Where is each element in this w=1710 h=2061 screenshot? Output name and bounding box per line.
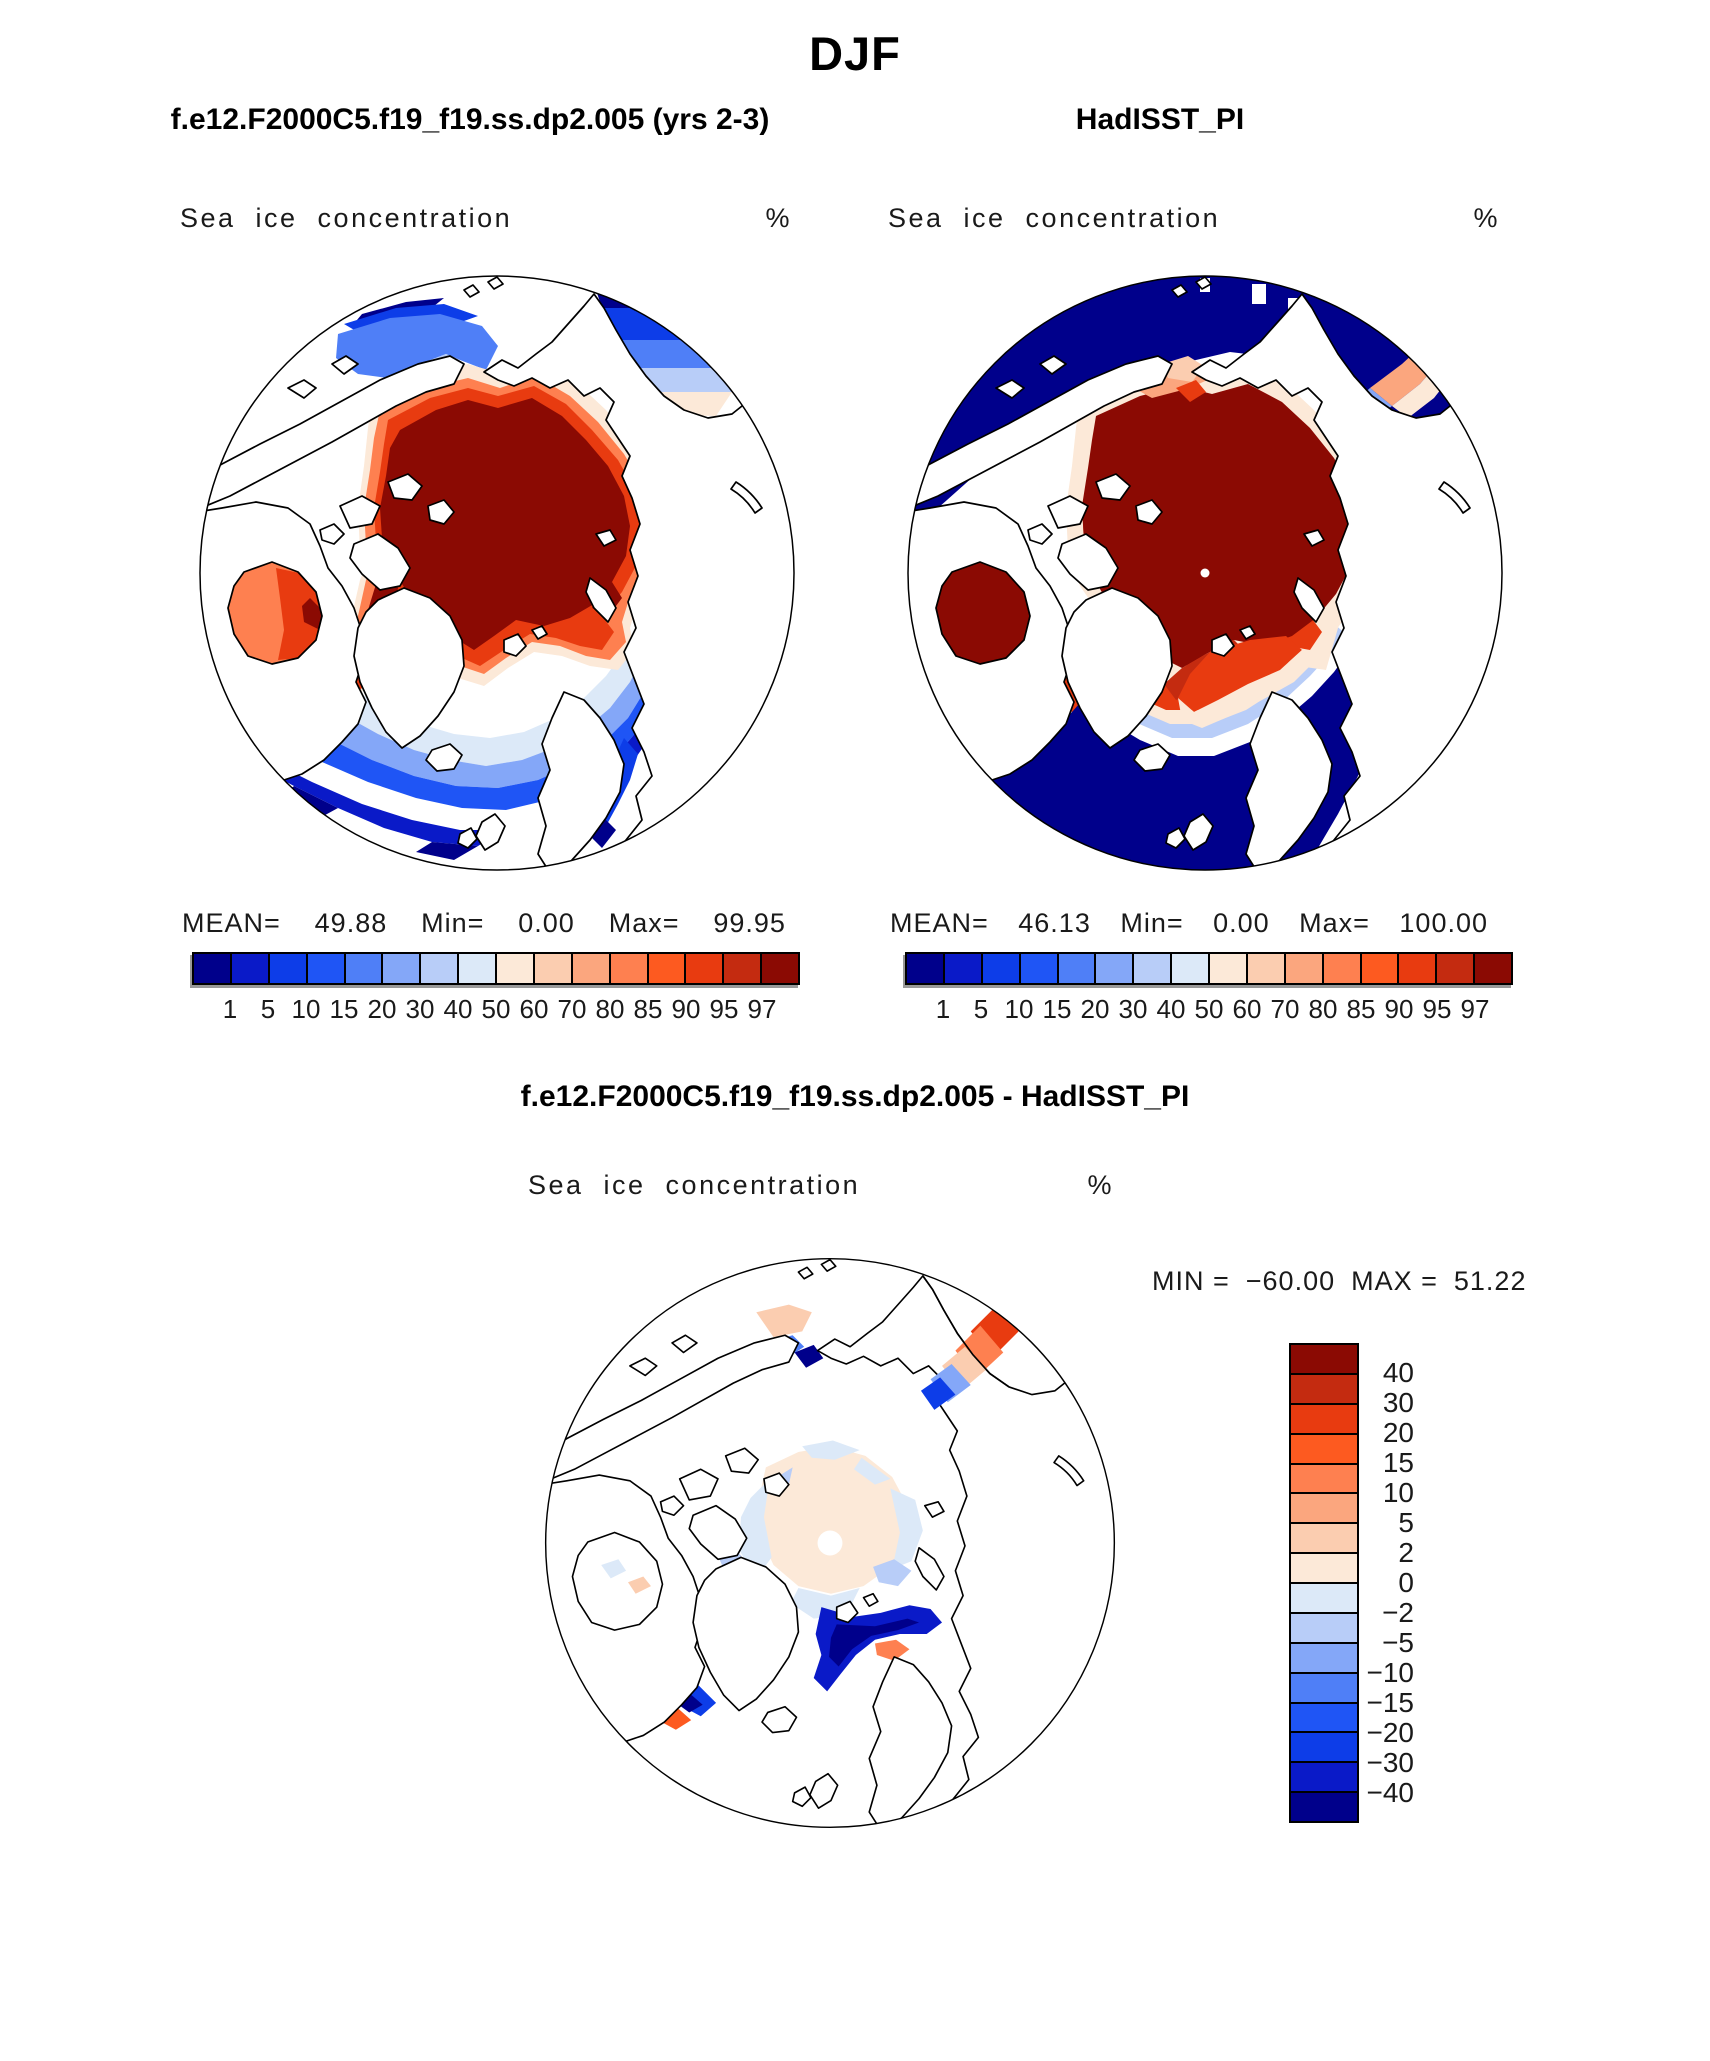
colorbar-cell [1208,954,1246,983]
obs-units-label: % [1473,203,1500,233]
colorbar-cell [1322,954,1360,983]
colorbar-cell [1291,1791,1357,1821]
colorbar-tick-label: 15 [329,994,359,1024]
colorbar-tick-label: 50 [481,994,511,1024]
diff-field-label: Sea ice concentration [528,1170,861,1200]
colorbar-cell [760,954,798,983]
colorbar-cell [533,954,571,983]
model-min-label: Min= [421,908,485,938]
colorbar-cell [981,954,1019,983]
obs-map [900,268,1510,878]
colorbar-cell [1291,1731,1357,1761]
colorbar-cell [1291,1702,1357,1732]
colorbar-cell [1291,1761,1357,1791]
colorbar-tick-label: 60 [519,994,549,1024]
colorbar-tick-label: −20 [1366,1717,1414,1748]
colorbar-cell [268,954,306,983]
obs-field-row [888,203,1500,234]
diff-field [538,1251,1122,1835]
model-min-value: 0.00 [518,908,575,938]
diff-max-label: MAX = [1351,1266,1438,1296]
colorbar-tick-label: 70 [557,994,587,1024]
colorbar-cell [1291,1463,1357,1493]
model-units-label: % [765,203,792,233]
colorbar-cell [1291,1672,1357,1702]
colorbar-cell [647,954,685,983]
colorbar-tick-label: 2 [1398,1537,1414,1568]
colorbar-tick-label: 10 [291,994,321,1024]
colorbar-tick-label: 15 [1382,1447,1414,1478]
colorbar-cell [609,954,647,983]
obs-colorbar-ticks [905,994,1513,1024]
colorbar-tick-label: 85 [633,994,663,1024]
colorbar-tick-label: 5 [973,994,989,1024]
colorbar-cell [1473,954,1511,983]
colorbar-cell [1291,1612,1357,1642]
colorbar-tick-label: 85 [1346,994,1376,1024]
colorbar-cell [907,954,943,983]
colorbar-cell [1291,1642,1357,1672]
colorbar-tick-label: 95 [709,994,739,1024]
figure-title: DJF [809,27,901,80]
colorbar-cell [1291,1433,1357,1463]
diff-max-value: 51.22 [1453,1266,1527,1296]
colorbar-cell [1132,954,1170,983]
colorbar-cell [1019,954,1057,983]
colorbar-cell [722,954,760,983]
missing-data-cell [1252,284,1266,304]
pole-marker [1201,569,1210,578]
model-max-label: Max= [608,908,680,938]
colorbar-tick-label: 40 [1382,1357,1414,1388]
diff-min-label: MIN = [1152,1266,1230,1296]
colorbar-tick-label: 90 [671,994,701,1024]
colorbar-cell [419,954,457,983]
colorbar-tick-label: 1 [222,994,238,1024]
colorbar-tick-label: 20 [367,994,397,1024]
obs-mean-label: MEAN= [890,908,989,938]
diff-panel-title: f.e12.F2000C5.f19_f19.ss.dp2.005 - HadISST_PI [520,1080,1190,1113]
colorbar-tick-label: 30 [405,994,435,1024]
colorbar-cell [1360,954,1398,983]
model-run-title: f.e12.F2000C5.f19_f19.ss.dp2.005 (yrs 2-3) [170,103,770,136]
obs-colorbar [905,952,1513,985]
colorbar-tick-label: 90 [1384,994,1414,1024]
diff-min-value: −60.00 [1245,1266,1336,1296]
obs-ice-field [900,268,1510,878]
obs-max-value: 100.00 [1399,908,1488,938]
obs-stats-row [890,908,1488,939]
diff-colorbar-ticks [1352,1343,1414,1823]
colorbar-tick-label: 30 [1118,994,1148,1024]
colorbar-tick-label: 5 [1398,1507,1414,1538]
colorbar-cell [194,954,230,983]
obs-min-value: 0.00 [1213,908,1270,938]
model-stats-row [182,908,786,939]
colorbar-cell [1291,1522,1357,1552]
model-map [192,268,802,878]
colorbar-cell [1291,1552,1357,1582]
colorbar-tick-label: 40 [1156,994,1186,1024]
colorbar-tick-label: 20 [1382,1417,1414,1448]
pole-marker [818,1531,843,1556]
colorbar-tick-label: 50 [1194,994,1224,1024]
colorbar-tick-label: −30 [1366,1747,1414,1778]
colorbar-cell [457,954,495,983]
colorbar-cell [1291,1345,1357,1373]
colorbar-cell [1291,1403,1357,1433]
colorbar-cell [381,954,419,983]
colorbar-tick-label: 97 [747,994,777,1024]
colorbar-tick-label: 70 [1270,994,1300,1024]
colorbar-cell [684,954,722,983]
diff-units-label: % [1087,1170,1114,1200]
colorbar-tick-label: −2 [1382,1597,1414,1628]
colorbar-tick-label: 0 [1398,1567,1414,1598]
colorbar-tick-label: 30 [1382,1387,1414,1418]
colorbar-tick-label: 10 [1004,994,1034,1024]
colorbar-cell [571,954,609,983]
obs-min-label: Min= [1120,908,1184,938]
colorbar-cell [1057,954,1095,983]
model-field-row [180,203,792,234]
colorbar-cell [1291,1373,1357,1403]
colorbar-tick-label: 1 [935,994,951,1024]
model-mean-label: MEAN= [182,908,281,938]
colorbar-cell [1284,954,1322,983]
diff-map [538,1251,1122,1835]
colorbar-tick-label: 20 [1080,994,1110,1024]
colorbar-cell [1094,954,1132,983]
model-field-label: Sea ice concentration [180,203,513,233]
model-mean-value: 49.88 [314,908,388,938]
diff-colorbar [1289,1343,1359,1823]
colorbar-tick-label: 97 [1460,994,1490,1024]
colorbar-cell [1397,954,1435,983]
colorbar-tick-label: 80 [595,994,625,1024]
colorbar-tick-label: −5 [1382,1627,1414,1658]
colorbar-tick-label: 80 [1308,994,1338,1024]
colorbar-cell [306,954,344,983]
colorbar-tick-label: 60 [1232,994,1262,1024]
model-colorbar [192,952,800,985]
colorbar-cell [495,954,533,983]
colorbar-tick-label: −40 [1366,1777,1414,1808]
obs-field-label: Sea ice concentration [888,203,1221,233]
obs-dataset-title: HadISST_PI [1075,103,1245,136]
colorbar-cell [1291,1582,1357,1612]
diff-minmax-row [1152,1266,1526,1297]
diff-field-row [528,1170,1114,1201]
obs-mean-value: 46.13 [1018,908,1091,938]
colorbar-tick-label: 5 [260,994,276,1024]
colorbar-tick-label: 40 [443,994,473,1024]
colorbar-tick-label: 95 [1422,994,1452,1024]
colorbar-tick-label: 15 [1042,994,1072,1024]
obs-max-label: Max= [1299,908,1370,938]
model-ice-field [192,268,802,878]
colorbar-cell [1170,954,1208,983]
colorbar-cell [230,954,268,983]
model-colorbar-ticks [192,994,800,1024]
colorbar-tick-label: 10 [1382,1477,1414,1508]
model-max-value: 99.95 [713,908,786,938]
colorbar-cell [1435,954,1473,983]
colorbar-tick-label: −10 [1366,1657,1414,1688]
colorbar-cell [1246,954,1284,983]
colorbar-cell [344,954,382,983]
colorbar-tick-label: −15 [1366,1687,1414,1718]
colorbar-cell [1291,1492,1357,1522]
colorbar-cell [943,954,981,983]
